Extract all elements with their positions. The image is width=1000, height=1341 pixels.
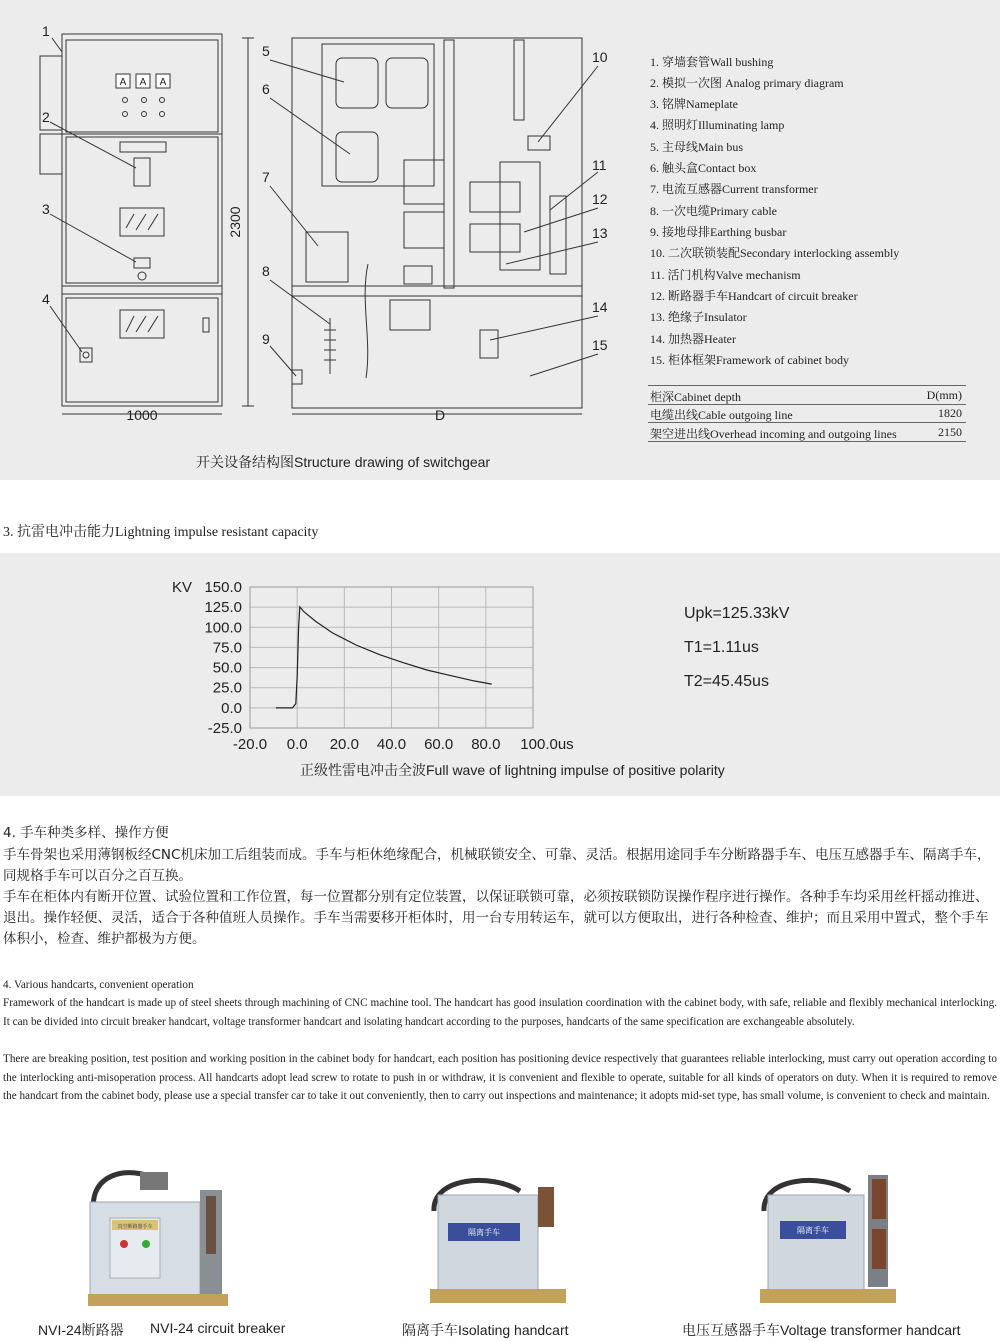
switchgear-drawing — [0, 0, 640, 440]
side-label-15: 15 — [592, 337, 608, 353]
front-label-3: 3 — [42, 201, 50, 217]
analog-diagram-plate — [134, 158, 150, 186]
dimension-table-row — [648, 404, 966, 423]
legend-item-1: 1. 穿墙套管Wall bushing — [650, 55, 774, 69]
side-label-6: 6 — [262, 81, 270, 97]
section3-title: 3. 抗雷电冲击能力Lightning impulse resistant capacity — [3, 525, 319, 540]
x-tick-label: 20.0 — [329, 736, 359, 753]
legend-item-2: 2. 模拟一次图 Analog primary diagram — [650, 76, 844, 90]
side-label-7: 7 — [262, 169, 270, 185]
x-tick-label: 40.0 — [376, 736, 407, 753]
lamp-rect — [80, 348, 92, 362]
structure-caption: 开关设备结构图Structure drawing of switchgear — [196, 454, 491, 470]
legend-item-3: 3. 铭牌Nameplate — [650, 97, 738, 111]
x-tick-label: 60.0 — [424, 736, 454, 753]
legend-item-7: 7. 电流互感器Current transformer — [650, 182, 818, 196]
side-label-12: 12 — [592, 191, 608, 207]
insulator-upper — [404, 160, 444, 204]
y-tick-label: 25.0 — [212, 679, 242, 697]
section4-title-en: 4. Various handcarts, convenient operation — [3, 979, 194, 991]
photo-caption-1-en: NVI-24 circuit breaker — [150, 1320, 286, 1336]
dimension-row-label: 电缆出线Cable outgoing line — [650, 408, 793, 422]
photo-isolating-handcart — [420, 1165, 580, 1310]
primary-cable — [365, 264, 368, 378]
legend-item-9: 9. 接地母排Earthing busbar — [650, 225, 787, 239]
dimension-table-header — [648, 385, 966, 405]
photo-caption-1-cn: NVI-24断路器 — [38, 1322, 124, 1338]
section4-para1-cn: 手车骨架也采用薄钢板经CNC机床加工后组装而成。手车与柜休绝缘配合，机械联锁安全、可靠、灵活。根据用途同手车分断路器手车、电压互感器手车、隔离手车，同规格手车可以百分之百互换。 — [3, 847, 991, 884]
legend-item-12: 12. 断路器手车Handcart of circuit breaker — [650, 289, 858, 303]
side-label-10: 10 — [592, 49, 608, 65]
x-tick-label: 100.0us — [520, 736, 574, 753]
dimension-row-label: 架空进出线Overhead incoming and outgoing lines — [650, 427, 897, 441]
legend-item-6: 6. 触头盒Contact box — [650, 161, 757, 175]
main-bus-box — [336, 58, 378, 108]
x-tick-label: 0.0 — [286, 736, 308, 753]
legend-item-15: 15. 柜体框架Framework of cabinet body — [650, 353, 849, 367]
param-t2: T2=45.45us — [684, 673, 769, 690]
contact-box — [336, 132, 378, 182]
front-label-2: 2 — [42, 109, 50, 125]
x-tick-label: -20.0 — [232, 736, 268, 753]
section4-para2-cn: 手车在柜体内有断开位置、试验位置和工作位置，每一位置都分别有定位装置，以保证联锁可靠，必须按联锁防误操作程序进行操作。各种手车均采用丝杆摇动推进、退出。操作轻便、灵活，适合于各种值班人员操作。手车当需要移开柜体时，用一台专用转运车，就可以方便取出，进行各种检查、维护；而且采用中置式，整个手车体积小，检查、维护都极为方便。 — [3, 889, 989, 947]
y-tick-label: 0.0 — [221, 699, 242, 717]
impulse-caption: 正级性雷电冲击全波Full wave of lightning impulse of positive polarity — [300, 762, 725, 778]
dimension-table-row — [648, 423, 966, 442]
photo-caption-3: 电压互感器手车Voltage transformer handcart — [682, 1322, 961, 1338]
insulator-lower — [404, 266, 432, 284]
photo-caption-2: 隔离手车Isolating handcart — [402, 1322, 569, 1338]
photo-circuit-breaker — [80, 1160, 240, 1310]
dim-depth: D — [434, 407, 446, 423]
section4-title-cn: 4. 手车种类多样、操作方便 — [3, 825, 169, 841]
side-label-8: 8 — [262, 263, 270, 279]
param-upk: Upk=125.33kV — [684, 605, 790, 622]
dimension-row-value: 2150 — [938, 425, 962, 439]
photo-plate-2: 隔离手车 — [468, 1228, 500, 1237]
dim-width: 1000 — [126, 407, 158, 423]
front-label-4: 4 — [42, 291, 50, 307]
ammeter-label-3: A — [159, 77, 167, 88]
front-label-1: 1 — [42, 23, 50, 39]
side-label-5: 5 — [262, 43, 270, 59]
y-axis-label: KV — [172, 579, 193, 596]
dimension-row-value: 1820 — [938, 406, 962, 420]
heater — [480, 330, 498, 358]
x-tick-label: 80.0 — [471, 736, 501, 753]
y-tick-label: 150.0 — [204, 579, 242, 596]
legend-item-5: 5. 主母线Main bus — [650, 140, 744, 154]
section4-para1-en: Framework of the handcart is made up of steel sheets through machining of CNC machine tool. The handcart has good insulation coordination with the cabinet body, with safe, reliable and flexibly mechanical interlocking. It can be divided into circuit breaker handcart, voltage transformer handcart and isolating handcart according to the purposes, handcarts of the same specification are exchangeable absolutely. — [3, 997, 997, 1028]
earthing-busbar — [292, 370, 302, 384]
legend-item-8: 8. 一次电缆Primary cable — [650, 204, 777, 218]
y-tick-label: 50.0 — [212, 659, 242, 677]
section4-para2-en: There are breaking position, test position and working position in the cabinet body for handcart, each position has positioning device respectively that guarantees reliable interlocking, must carry out operation according to the interlocking anti-misoperation process. All handcarts adopt lead screw to rotate to push in or withdraw, it is convenient and flexible to operate, suitable for all kinds of operators on duty. When it is required to remove the handcart from the cabinet body, please use a special transfer car to take it out conveniently, then to carry out inspections and maintenance; it adopts mid-set type, has small volume, is convenient to check and maintain. — [3, 1053, 997, 1103]
photo-plate-1: 真空断路器手车 — [117, 1224, 153, 1230]
legend-item-4: 4. 照明灯Illuminating lamp — [650, 118, 785, 132]
dimension-header-value: D(mm) — [926, 388, 962, 402]
side-label-14: 14 — [592, 299, 608, 315]
impulse-waveform-line — [276, 607, 492, 708]
side-label-9: 9 — [262, 331, 270, 347]
y-tick-label: 75.0 — [212, 639, 242, 657]
impulse-chart — [160, 570, 600, 755]
side-label-11: 11 — [592, 157, 607, 173]
interlock-assembly — [528, 136, 550, 150]
legend-item-10: 10. 二次联锁装配Secondary interlocking assembly — [650, 246, 900, 260]
y-tick-label: -25.0 — [207, 720, 242, 737]
photo-vt-handcart — [750, 1165, 910, 1310]
ammeter-label-2: A — [139, 77, 147, 88]
nameplate-rect — [134, 258, 150, 268]
wall-bushing-lower — [40, 134, 62, 174]
param-t1: T1=1.11us — [684, 639, 759, 656]
legend-item-13: 13. 绝缘子Insulator — [650, 310, 747, 324]
y-tick-label: 125.0 — [204, 599, 242, 617]
breaker-handcart — [500, 162, 540, 270]
dimension-header-label: 柜深Cabinet depth — [650, 390, 741, 404]
dim-height: 2300 — [227, 206, 243, 238]
ammeter-label-1: A — [119, 77, 127, 88]
legend-item-11: 11. 活门机构Valve mechanism — [650, 268, 801, 282]
photo-plate-3: 隔离手车 — [797, 1226, 829, 1235]
side-label-13: 13 — [592, 225, 608, 241]
y-tick-label: 100.0 — [204, 619, 242, 637]
legend-item-14: 14. 加热器Heater — [650, 332, 736, 346]
